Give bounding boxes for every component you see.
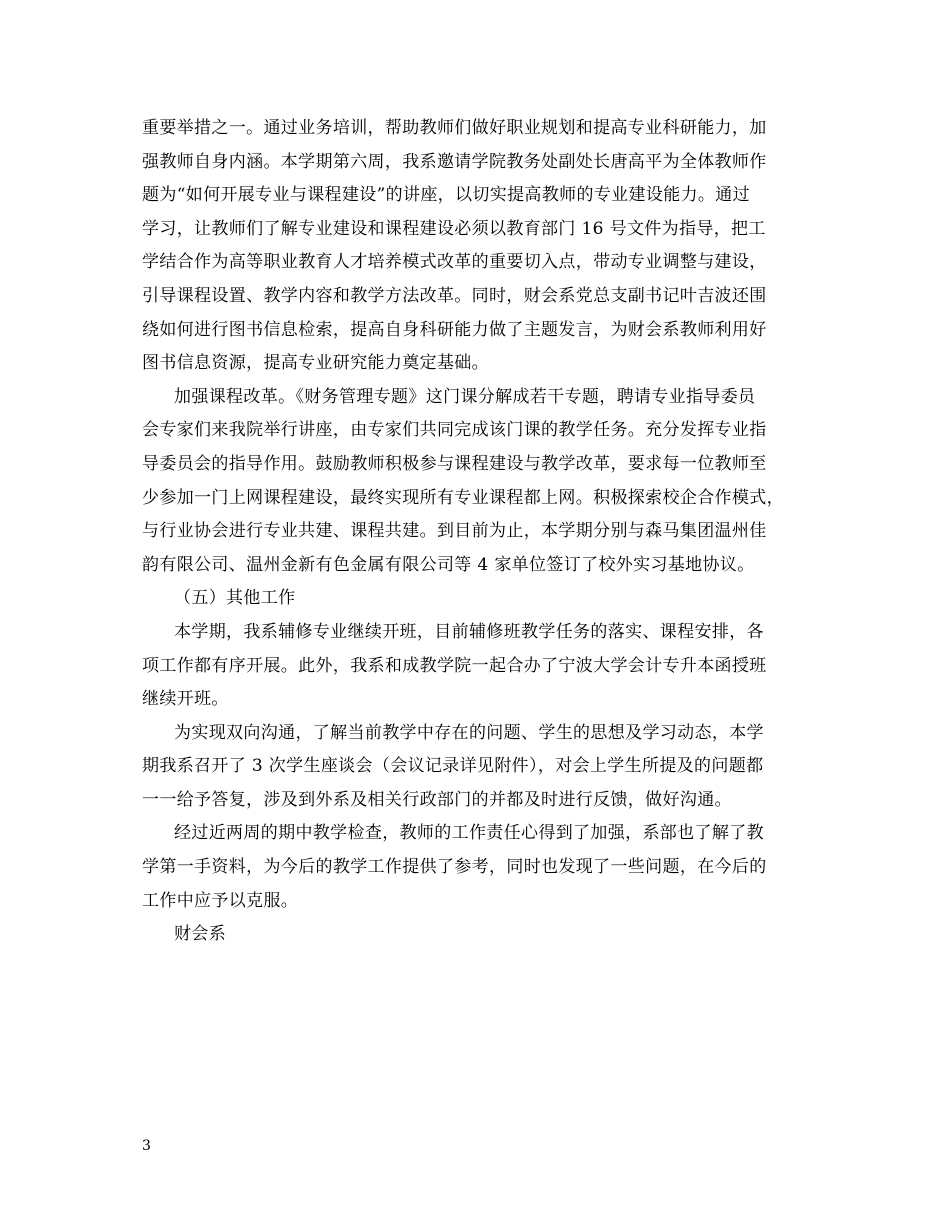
text-line: 重要举措之一。通过业务培训，帮助教师们做好职业规划和提高专业科研能力，加 bbox=[142, 118, 767, 138]
text-line: 引导课程设置、教学内容和教学方法改革。同时，财会系党总支副书记叶吉波还围 bbox=[142, 285, 767, 306]
text-line: 导委员会的指导作用。鼓励教师积极参与课程建设与教学改革，要求每一位教师至 bbox=[142, 453, 767, 474]
text-line: 学结合作为高等职业教育人才培养模式改革的重要切入点，带动专业调整与建设， bbox=[142, 252, 767, 273]
paragraph-start-line: 经过近两周的期中教学检查，教师的工作责任心得到了加强，系部也了解了教 bbox=[174, 823, 764, 844]
paragraph-start-line: 为实现双向沟通，了解当前教学中存在的问题、学生的思想及学习动态，本学 bbox=[174, 722, 764, 743]
text-line: 图书信息资源，提高专业研究能力奠定基础。 bbox=[142, 353, 489, 374]
text-line: 少参加一门上网课程建设，最终实现所有专业课程都上网。积极探索校企合作模式， bbox=[142, 487, 784, 508]
section-heading: （五）其他工作 bbox=[174, 588, 296, 609]
text-line: 继续开班。 bbox=[142, 689, 229, 710]
text-line: 期我系召开了 3 次学生座谈会（会议记录详见附件），对会上学生所提及的问题都 bbox=[142, 756, 764, 777]
text-line: 韵有限公司、温州金新有色金属有限公司等 4 家单位签订了校外实习基地协议。 bbox=[142, 554, 755, 575]
text-line: 题为“如何开展专业与课程建设”的讲座，以切实提高教师的专业建设能力。通过 bbox=[142, 185, 750, 206]
text-line: 一一给予答复，涉及到外系及相关行政部门的并都及时进行反馈，做好沟通。 bbox=[142, 789, 732, 810]
text-line: 项工作都有序开展。此外，我系和成教学院一起合办了宁波大学会计专升本函授班 bbox=[142, 655, 767, 676]
document-body bbox=[142, 112, 826, 952]
page-number: 3 bbox=[142, 1138, 151, 1154]
paragraph-start-line: 本学期，我系辅修专业继续开班，目前辅修班教学任务的落实、课程安排，各 bbox=[174, 621, 764, 642]
text-line: 会专家们来我院举行讲座，由专家们共同完成该门课的教学任务。充分发挥专业指 bbox=[142, 420, 767, 441]
text-line: 工作中应予以克服。 bbox=[142, 890, 299, 911]
text-line: 绕如何进行图书信息检索，提高自身科研能力做了主题发言，为财会系教师利用好 bbox=[142, 319, 767, 340]
text-line: 学习，让教师们了解专业建设和课程建设必须以教育部门 16 号文件为指导，把工 bbox=[142, 218, 766, 239]
signature-line: 财会系 bbox=[174, 924, 227, 945]
paragraph-start-line: 加强课程改革。《财务管理专题》这门课分解成若干专题，聘请专业指导委员 bbox=[174, 386, 756, 407]
text-line: 学第一手资料，为今后的教学工作提供了参考，同时也发现了一些问题，在今后的 bbox=[142, 857, 767, 878]
text-line: 强教师自身内涵。本学期第六周，我系邀请学院教务处副处长唐高平为全体教师作 bbox=[142, 151, 767, 172]
text-line: 与行业协会进行专业共建、课程共建。到目前为止，本学期分别与森马集团温州佳 bbox=[142, 521, 767, 542]
